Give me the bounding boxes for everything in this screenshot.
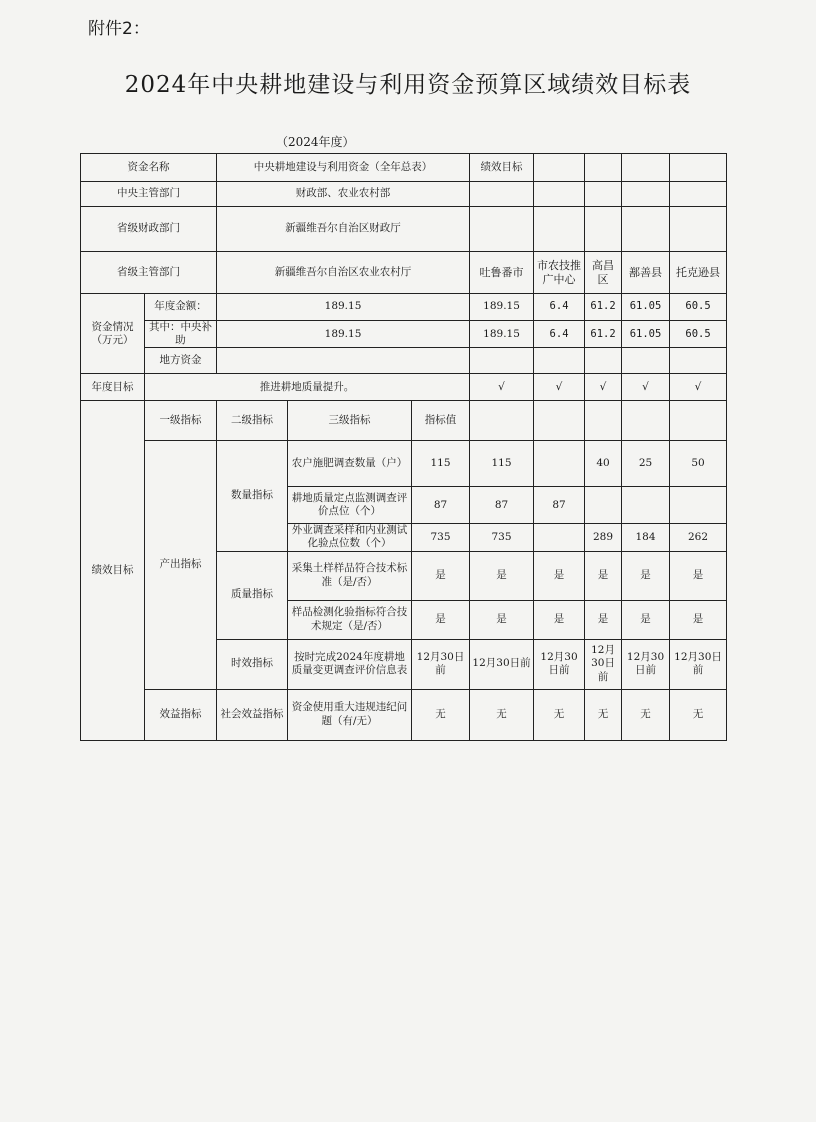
empty-cell <box>670 207 727 252</box>
empty-cell <box>534 207 585 252</box>
level3-header: 三级指标 <box>288 401 412 441</box>
region-value: 12月30日前 <box>534 639 585 689</box>
annual-amount-region: 189.15 <box>470 294 534 321</box>
region-value <box>670 487 727 524</box>
region-value: 是 <box>470 600 534 639</box>
empty-cell <box>622 154 670 182</box>
region-value: 是 <box>670 551 727 600</box>
prov-finance-value: 新疆维吾尔自治区财政厅 <box>217 207 470 252</box>
indicator-name: 耕地质量定点监测调查评价点位（个） <box>288 487 412 524</box>
indicator-value: 12月30日前 <box>412 639 470 689</box>
annual-amount-value: 189.15 <box>217 294 470 321</box>
budget-performance-table <box>80 153 727 741</box>
prov-dept-value: 新疆维吾尔自治区农业农村厅 <box>217 252 470 294</box>
empty-cell <box>217 348 470 374</box>
empty-cell <box>670 401 727 441</box>
region-value: 115 <box>470 441 534 487</box>
year-label: （2024年度） <box>276 135 355 149</box>
empty-cell <box>670 182 727 207</box>
region-value: 是 <box>622 600 670 639</box>
annual-goal-check: √ <box>622 374 670 401</box>
quality-indicator-label: 质量指标 <box>217 551 288 639</box>
attachment-label: 附件2： <box>88 19 150 39</box>
region-value: 无 <box>470 689 534 740</box>
indicator-value: 87 <box>412 487 470 524</box>
empty-cell <box>470 401 534 441</box>
central-subsidy-region: 6.4 <box>534 321 585 348</box>
annual-goal-check: √ <box>534 374 585 401</box>
region-value: 12月30日前 <box>470 639 534 689</box>
empty-cell <box>622 401 670 441</box>
empty-cell <box>585 401 622 441</box>
annual-goal-label: 年度目标 <box>81 374 145 401</box>
indicator-value: 735 <box>412 524 470 551</box>
funds-section-label: 资金情况（万元） <box>81 294 145 374</box>
empty-cell <box>585 154 622 182</box>
central-dept-label: 中央主管部门 <box>81 182 217 207</box>
local-funds-label: 地方资金 <box>145 348 217 374</box>
region-value: 是 <box>470 551 534 600</box>
annual-amount-region: 6.4 <box>534 294 585 321</box>
region-value: 12月30日前 <box>670 639 727 689</box>
empty-cell <box>622 182 670 207</box>
empty-cell <box>534 348 585 374</box>
empty-cell <box>622 207 670 252</box>
prov-finance-label: 省级财政部门 <box>81 207 217 252</box>
prov-dept-label: 省级主管部门 <box>81 252 217 294</box>
region-value: 289 <box>585 524 622 551</box>
region-value: 735 <box>470 524 534 551</box>
indicator-name: 采集土样样品符合技术标准（是/否） <box>288 551 412 600</box>
region-value: 40 <box>585 441 622 487</box>
indicator-value: 是 <box>412 551 470 600</box>
region-value: 87 <box>470 487 534 524</box>
region-value: 262 <box>670 524 727 551</box>
annual-goal-check: √ <box>670 374 727 401</box>
region-tech-center: 市农技推广中心 <box>534 252 585 294</box>
region-value: 50 <box>670 441 727 487</box>
central-subsidy-label: 其中：中央补助 <box>145 321 217 348</box>
indicator-name: 样品检测化验指标符合技术规定（是/否） <box>288 600 412 639</box>
indicator-value: 是 <box>412 600 470 639</box>
region-value <box>622 487 670 524</box>
annual-amount-label: 年度金额： <box>145 294 217 321</box>
page-title: 2024年中央耕地建设与利用资金预算区域绩效目标表 <box>124 72 692 98</box>
indicator-value: 无 <box>412 689 470 740</box>
region-value: 无 <box>534 689 585 740</box>
indicator-value: 115 <box>412 441 470 487</box>
quantity-indicator-label: 数量指标 <box>217 441 288 551</box>
region-value: 是 <box>534 551 585 600</box>
region-value: 是 <box>585 600 622 639</box>
region-value: 是 <box>622 551 670 600</box>
region-value: 是 <box>585 551 622 600</box>
annual-goal-value: 推进耕地质量提升。 <box>145 374 470 401</box>
perf-section-label: 绩效目标 <box>81 401 145 740</box>
empty-cell <box>470 348 534 374</box>
central-subsidy-region: 61.05 <box>622 321 670 348</box>
region-value: 25 <box>622 441 670 487</box>
annual-amount-region: 61.05 <box>622 294 670 321</box>
central-dept-value: 财政部、农业农村部 <box>217 182 470 207</box>
level1-header: 一级指标 <box>145 401 217 441</box>
benefit-indicator-label: 效益指标 <box>145 689 217 740</box>
region-turpan: 吐鲁番市 <box>470 252 534 294</box>
annual-goal-check: √ <box>470 374 534 401</box>
empty-cell <box>585 207 622 252</box>
region-toksun: 托克逊县 <box>670 252 727 294</box>
level2-header: 二级指标 <box>217 401 288 441</box>
empty-cell <box>670 154 727 182</box>
region-value: 184 <box>622 524 670 551</box>
region-value <box>534 441 585 487</box>
perf-target-label: 绩效目标 <box>470 154 534 182</box>
region-value: 是 <box>670 600 727 639</box>
empty-cell <box>670 348 727 374</box>
annual-amount-region: 60.5 <box>670 294 727 321</box>
central-subsidy-region: 189.15 <box>470 321 534 348</box>
empty-cell <box>534 154 585 182</box>
indicator-name: 农户施肥调查数量（户） <box>288 441 412 487</box>
empty-cell <box>622 348 670 374</box>
annual-goal-check: √ <box>585 374 622 401</box>
annual-amount-region: 61.2 <box>585 294 622 321</box>
region-shanshan: 鄯善县 <box>622 252 670 294</box>
empty-cell <box>585 182 622 207</box>
region-value <box>585 487 622 524</box>
empty-cell <box>470 207 534 252</box>
indicator-name: 外业调查采样和内业测试化验点位数（个） <box>288 524 412 551</box>
fund-name-label: 资金名称 <box>81 154 217 182</box>
empty-cell <box>534 182 585 207</box>
region-value: 12月30日前 <box>585 639 622 689</box>
central-subsidy-region: 61.2 <box>585 321 622 348</box>
region-gaochang: 高昌区 <box>585 252 622 294</box>
fund-name-value: 中央耕地建设与利用资金（全年总表） <box>217 154 470 182</box>
output-indicator-label: 产出指标 <box>145 441 217 689</box>
region-value: 是 <box>534 600 585 639</box>
region-value: 无 <box>585 689 622 740</box>
central-subsidy-region: 60.5 <box>670 321 727 348</box>
region-value: 无 <box>670 689 727 740</box>
indicator-name: 按时完成2024年度耕地质量变更调查评价信息表 <box>288 639 412 689</box>
empty-cell <box>585 348 622 374</box>
timeliness-indicator-label: 时效指标 <box>217 639 288 689</box>
region-value: 无 <box>622 689 670 740</box>
region-value: 12月30日前 <box>622 639 670 689</box>
empty-cell <box>534 401 585 441</box>
indicator-value-header: 指标值 <box>412 401 470 441</box>
region-value <box>534 524 585 551</box>
empty-cell <box>470 182 534 207</box>
central-subsidy-value: 189.15 <box>217 321 470 348</box>
social-benefit-label: 社会效益指标 <box>217 689 288 740</box>
region-value: 87 <box>534 487 585 524</box>
indicator-name: 资金使用重大违规违纪问题（有/无） <box>288 689 412 740</box>
